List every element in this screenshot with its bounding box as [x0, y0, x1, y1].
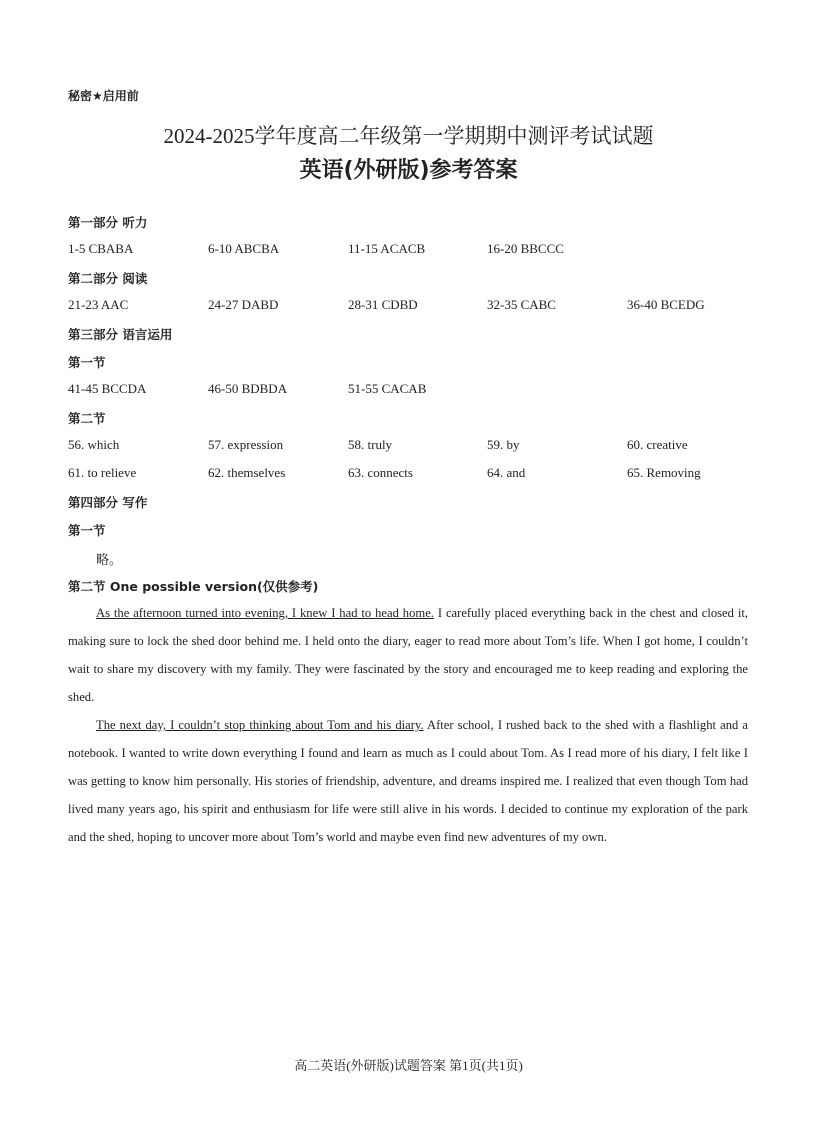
part1-heading: 第一部分 听力 — [68, 215, 148, 230]
answer-group: 36-40 BCEDG — [627, 297, 705, 312]
essay-paragraph-1-lead: As the afternoon turned into evening, I knew I had to head home. — [96, 606, 434, 620]
answer-group: 11-15 ACACB — [348, 241, 426, 256]
essay-paragraph-2-lead: The next day, I couldn’t stop thinking about Tom and his diary. — [96, 718, 424, 732]
answer-item: 61. to relieve — [68, 465, 137, 480]
exam-title: 2024-2025学年度高二年级第一学期期中测评考试试题 — [163, 124, 654, 148]
essay-paragraph-2 — [68, 711, 748, 851]
answer-group: 51-55 CACAB — [348, 381, 427, 396]
answer-item: 59. by — [487, 437, 520, 452]
answer-item: 65. Removing — [627, 465, 701, 480]
answer-item: 58. truly — [348, 437, 393, 452]
answer-item: 60. creative — [627, 437, 688, 452]
answer-item: 64. and — [487, 465, 526, 480]
part4-section1-heading: 第一节 — [68, 523, 106, 538]
part3-section1-heading: 第一节 — [68, 355, 106, 370]
answer-group: 1-5 CBABA — [68, 241, 134, 256]
part4-section1-text: 略。 — [96, 552, 123, 567]
answer-group: 6-10 ABCBA — [208, 241, 280, 256]
essay-paragraph-2-body: After school, I rushed back to the shed with a flashlight and a notebook. I wanted to write down everything I found and learn as much as I could about Tom. As I read more of his diary, I felt like I was getting to know him personally. His stories of friendship, adventure, and dreams inspired me. I realized that even though Tom had lived many years ago, his spirit and enthusiasm for life were still alive in his words. I decided to continue my exploration of the park and the shed, hoping to uncover more about Tom’s world and maybe even find new adventures of my own. — [68, 718, 749, 844]
answer-group: 16-20 BBCCC — [487, 241, 564, 256]
essay-paragraph-1-body: I carefully placed everything back in the chest and closed it, making sure to lock the shed door behind me. I held onto the diary, eager to read more about Tom’s life. When I got home, I couldn’t wait to share my discovery with my family. They were fascinated by the story and encouraged me to keep reading and exploring the shed. — [68, 606, 748, 704]
answer-item: 57. expression — [208, 437, 284, 452]
part4-heading: 第四部分 写作 — [68, 495, 148, 510]
exam-subtitle: 英语(外研版)参考答案 — [299, 158, 518, 183]
part3-heading: 第三部分 语言运用 — [68, 327, 173, 342]
part2-heading: 第二部分 阅读 — [68, 271, 148, 286]
confidential-label: 秘密★启用前 — [68, 89, 139, 103]
answer-group: 21-23 AAC — [68, 297, 129, 312]
part3-section2-heading: 第二节 — [68, 411, 106, 426]
answer-group: 46-50 BDBDA — [208, 381, 288, 396]
page-footer: 高二英语(外研版)试题答案 第1页(共1页) — [294, 1058, 523, 1073]
answer-group: 24-27 DABD — [208, 297, 279, 312]
answer-item: 63. connects — [348, 465, 413, 480]
answer-group: 32-35 CABC — [487, 297, 556, 312]
essay-paragraph-1 — [68, 599, 748, 711]
part4-section2-heading: 第二节 One possible version(仅供参考) — [68, 579, 319, 594]
answer-group: 28-31 CDBD — [348, 297, 418, 312]
answer-item: 62. themselves — [208, 465, 286, 480]
answer-group: 41-45 BCCDA — [68, 381, 147, 396]
answer-item: 56. which — [68, 437, 120, 452]
